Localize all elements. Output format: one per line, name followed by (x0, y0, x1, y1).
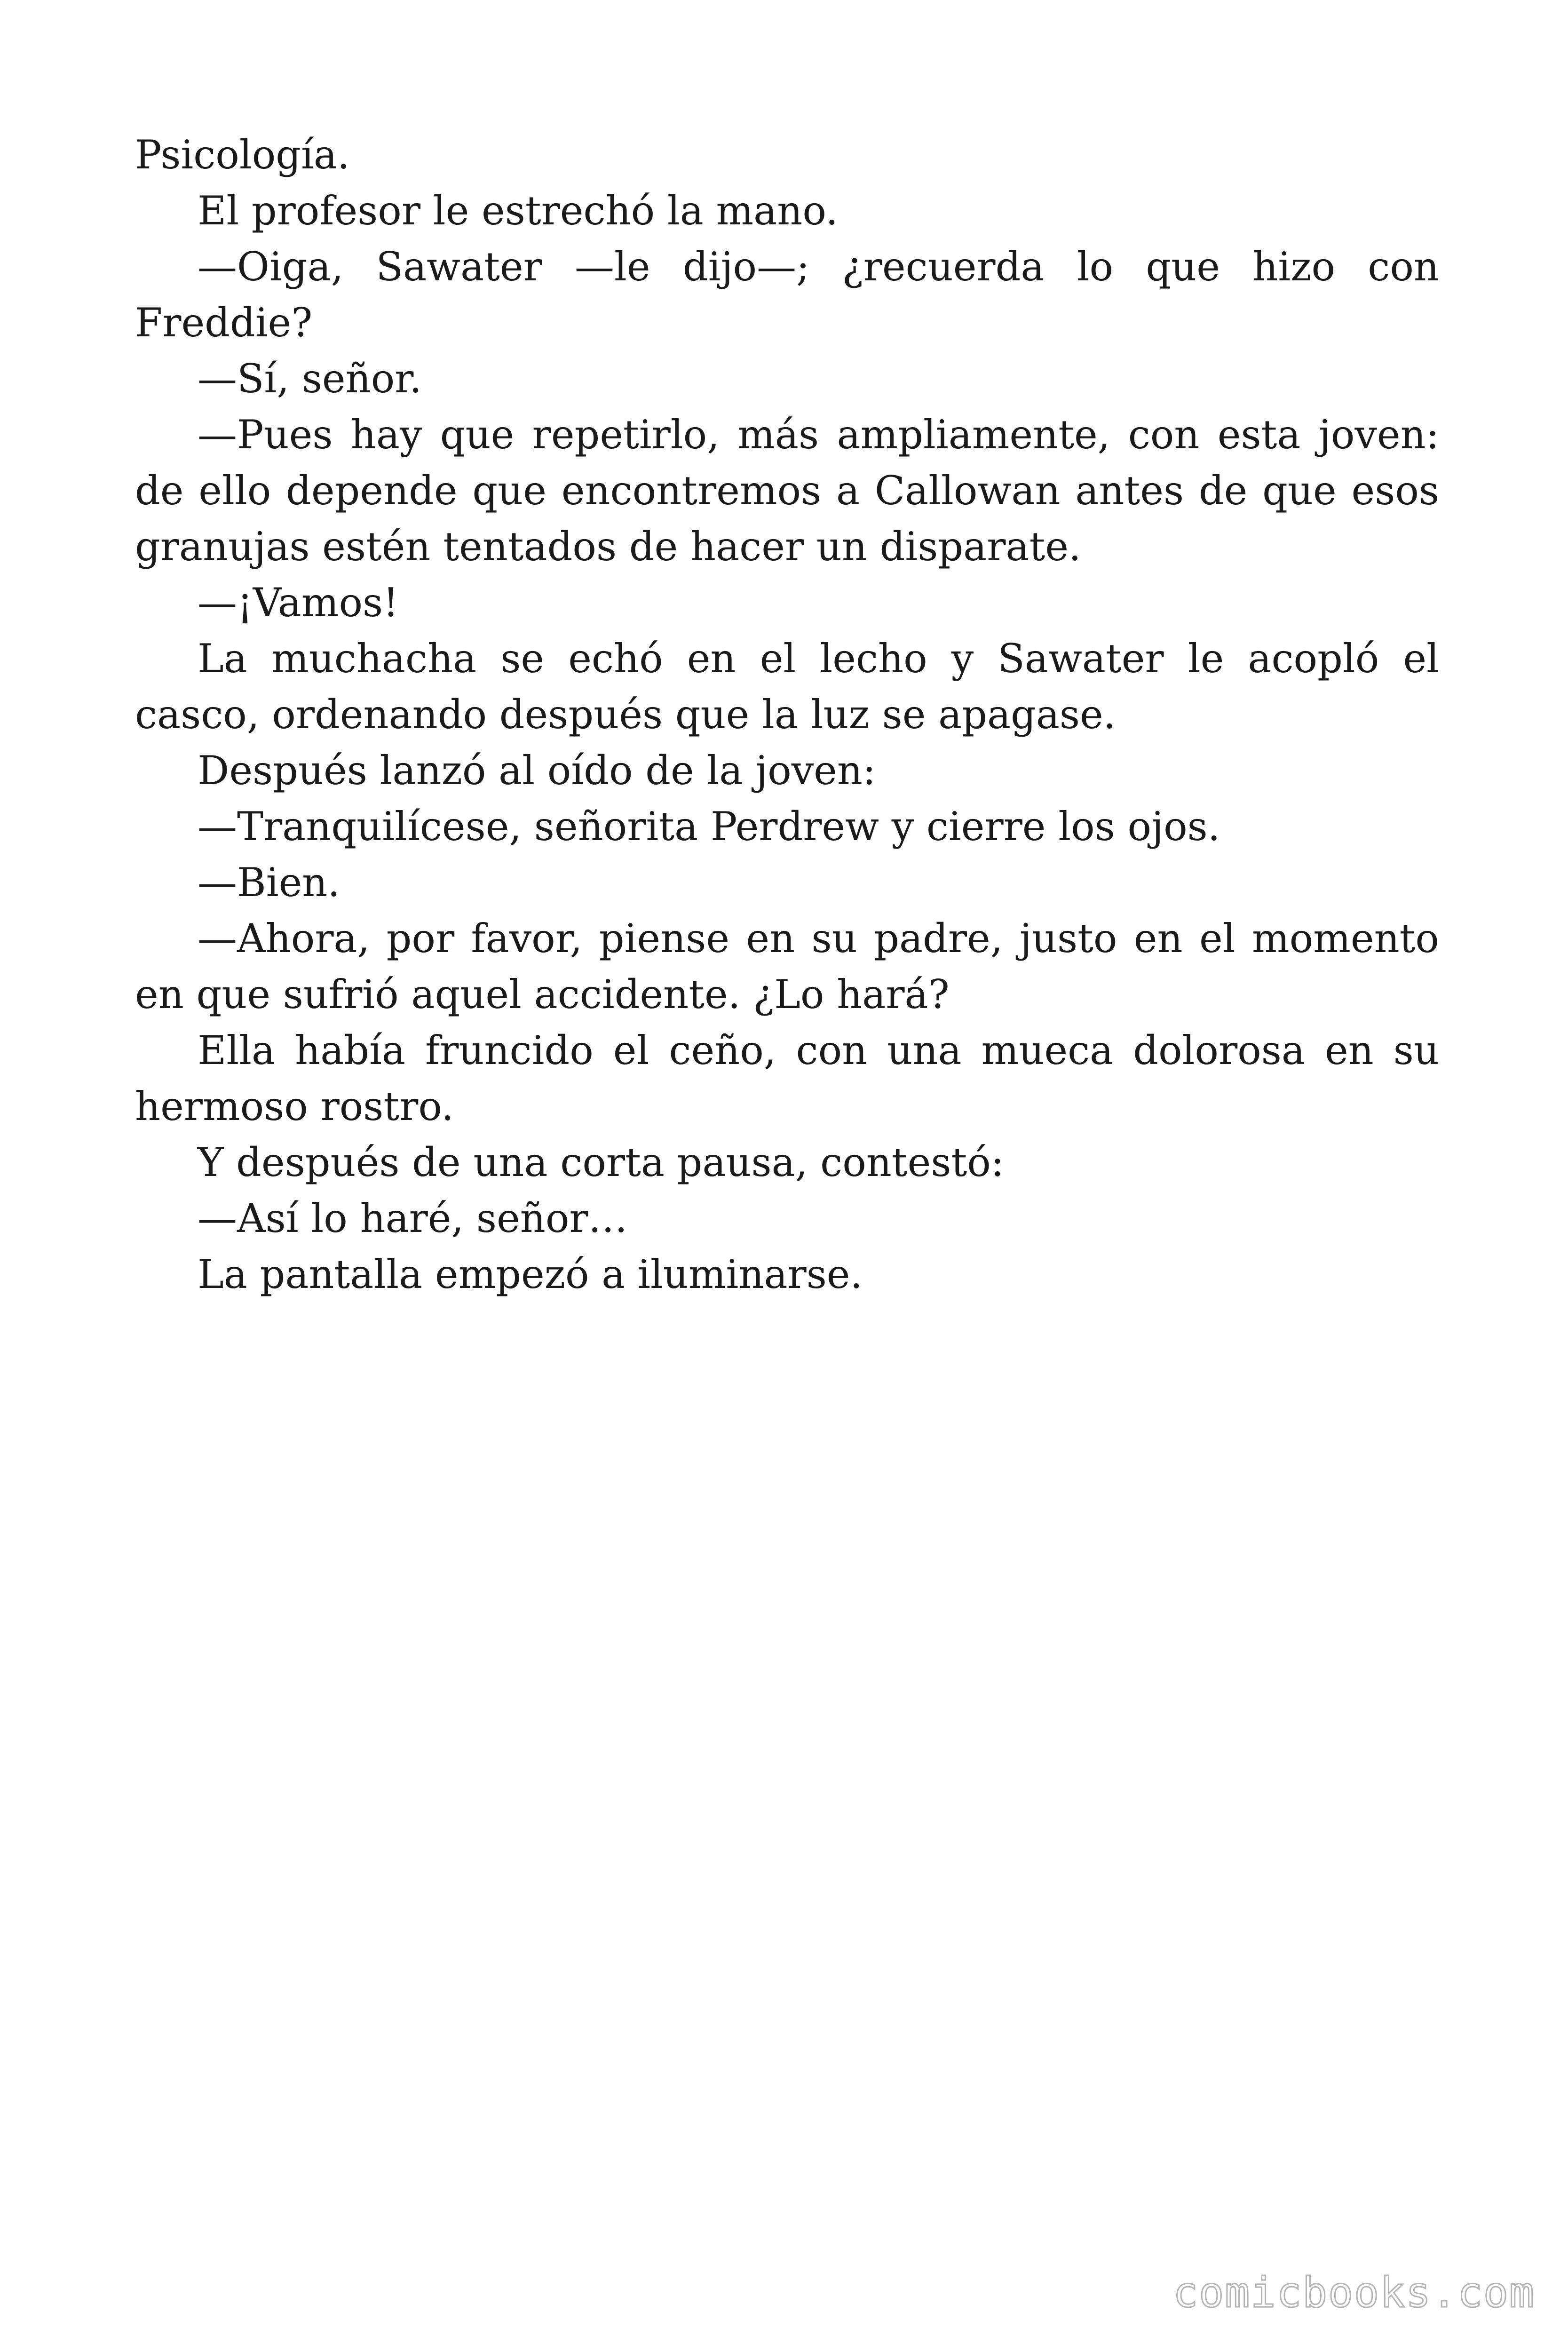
paragraph: —Así lo haré, señor… (198, 1195, 628, 1241)
paragraph: Ella había fruncido el ceño, con una mueca dolorosa en su hermoso rostro. (135, 1027, 1439, 1129)
paragraph: —¡Vamos! (198, 580, 399, 626)
page-body (135, 127, 1439, 1303)
paragraph: El profesor le estrechó la mano. (198, 188, 839, 234)
paragraph: Y después de una corta pausa, contestó: (198, 1139, 1005, 1185)
paragraph: Después lanzó al oído de la joven: (198, 747, 876, 794)
paragraph-continuation: Psicología. (135, 132, 350, 178)
watermark: comicbooks.com (1173, 2268, 1535, 2317)
paragraph: —Oiga, Sawater —le dijo—; ¿recuerda lo que hizo con Freddie? (135, 244, 1439, 346)
paragraph: La muchacha se echó en el lecho y Sawater le acopló el casco, ordenando después que la luz se apagase. (135, 636, 1439, 738)
paragraph: —Tranquilícese, señorita Perdrew y cierre los ojos. (198, 803, 1220, 850)
paragraph: —Pues hay que repetirlo, más ampliamente, con esta joven: de ello depende que encontremos a Callowan antes de que esos granujas estén tentados de hacer un disparate. (135, 412, 1439, 570)
paragraph: —Sí, señor. (198, 356, 422, 402)
paragraph: —Bien. (198, 859, 341, 906)
paragraph: —Ahora, por favor, piense en su padre, justo en el momento en que sufrió aquel accidente. ¿Lo hará? (135, 915, 1439, 1017)
paragraph: La pantalla empezó a iluminarse. (198, 1251, 863, 1297)
